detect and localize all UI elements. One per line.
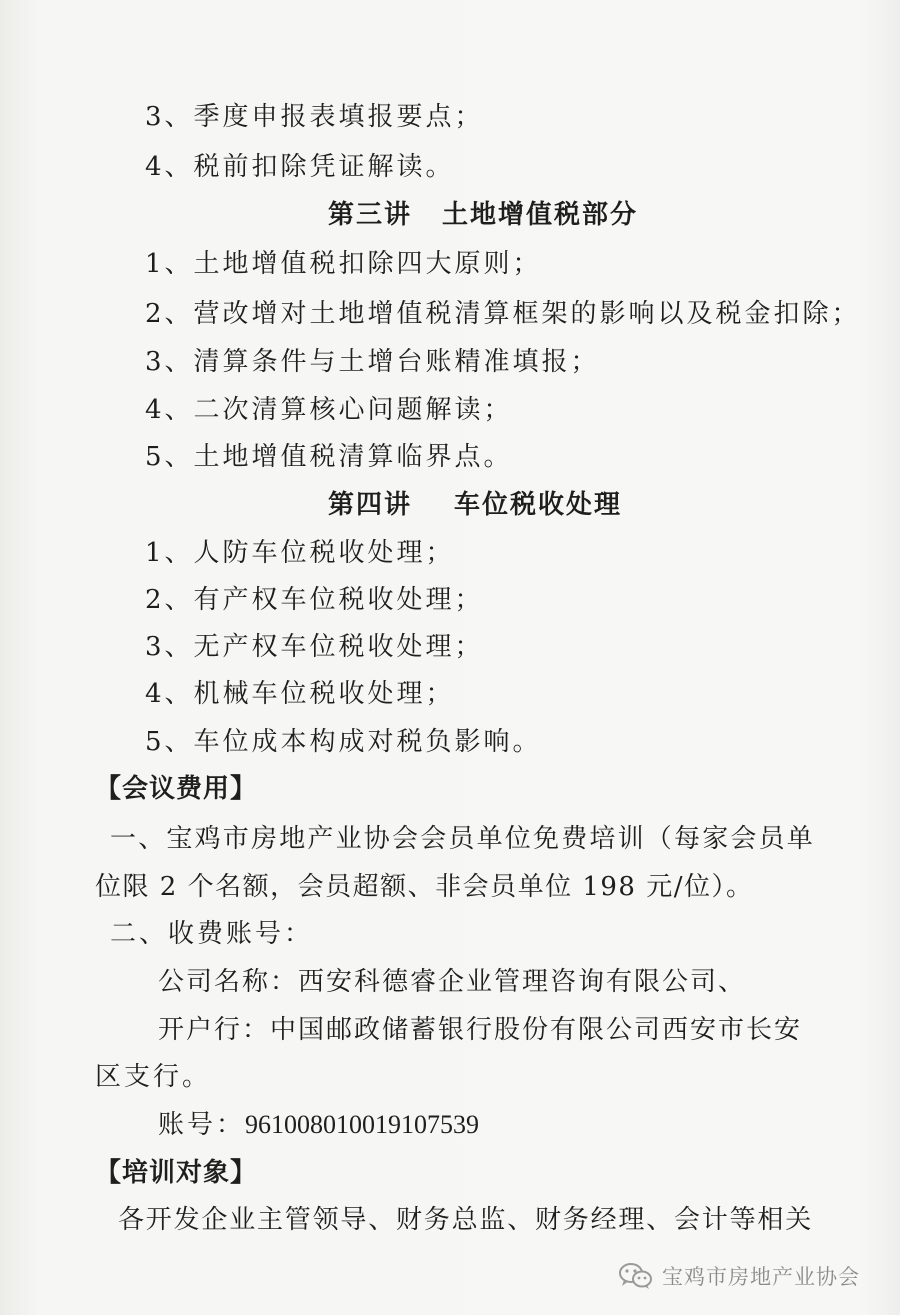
account-number: 961008010019107539 bbox=[245, 1110, 480, 1139]
fees-item1-line2: 位限 2 个名额，会员超额、非会员单位 198 元/位）。 bbox=[95, 872, 754, 902]
lecture4-title-topic: 车位税收处理 bbox=[454, 490, 623, 520]
lecture2-item-4: 4、税前扣除凭证解读。 bbox=[145, 152, 455, 182]
audience-heading: 【培训对象】 bbox=[95, 1158, 258, 1188]
lecture3-item-2: 2、营改增对土地增值税清算框架的影响以及税金扣除； bbox=[145, 299, 861, 329]
company-name: 公司名称：西安科德睿企业管理咨询有限公司、 bbox=[158, 967, 747, 997]
watermark-text: 宝鸡市房地产业协会 bbox=[662, 1265, 860, 1289]
lecture3-item-1: 1、土地增值税扣除四大原则； bbox=[145, 249, 542, 279]
account-label: 账号： bbox=[158, 1110, 246, 1140]
lecture4-item-4: 4、机械车位税收处理； bbox=[145, 679, 455, 709]
lecture3-item-4: 4、二次清算核心问题解读； bbox=[145, 395, 513, 425]
watermark bbox=[618, 1259, 860, 1293]
lecture3-item-3: 3、清算条件与土增台账精准填报； bbox=[145, 347, 600, 377]
audience-line1: 各开发企业主管领导、财务总监、财务经理、会计等相关 bbox=[118, 1205, 814, 1235]
lecture3-title-number: 第三讲 bbox=[328, 200, 413, 230]
lecture4-title bbox=[328, 488, 622, 522]
fees-item2: 二、收费账号： bbox=[110, 919, 314, 949]
fees-item1-line1: 一、宝鸡市房地产业协会会员单位免费培训（每家会员单 bbox=[110, 824, 816, 854]
lecture2-item-3: 3、季度申报表填报要点； bbox=[145, 102, 484, 132]
lecture3-title-topic: 土地增值税部分 bbox=[442, 200, 639, 230]
lecture4-item-3: 3、无产权车位税收处理； bbox=[145, 632, 484, 662]
lecture3-item-5: 5、土地增值税清算临界点。 bbox=[145, 442, 513, 472]
fees-heading: 【会议费用】 bbox=[95, 774, 258, 804]
lecture4-item-1: 1、人防车位税收处理； bbox=[145, 538, 455, 568]
lecture4-title-number: 第四讲 bbox=[328, 490, 413, 520]
wechat-icon bbox=[618, 1262, 654, 1290]
lecture4-item-5: 5、车位成本构成对税负影响。 bbox=[145, 727, 542, 757]
bank-line2: 区支行。 bbox=[95, 1062, 212, 1092]
bank-line1: 开户行：中国邮政储蓄银行股份有限公司西安市长安 bbox=[158, 1015, 803, 1045]
lecture3-title bbox=[328, 198, 638, 232]
account-row bbox=[158, 1108, 479, 1142]
lecture4-item-2: 2、有产权车位税收处理； bbox=[145, 585, 484, 615]
